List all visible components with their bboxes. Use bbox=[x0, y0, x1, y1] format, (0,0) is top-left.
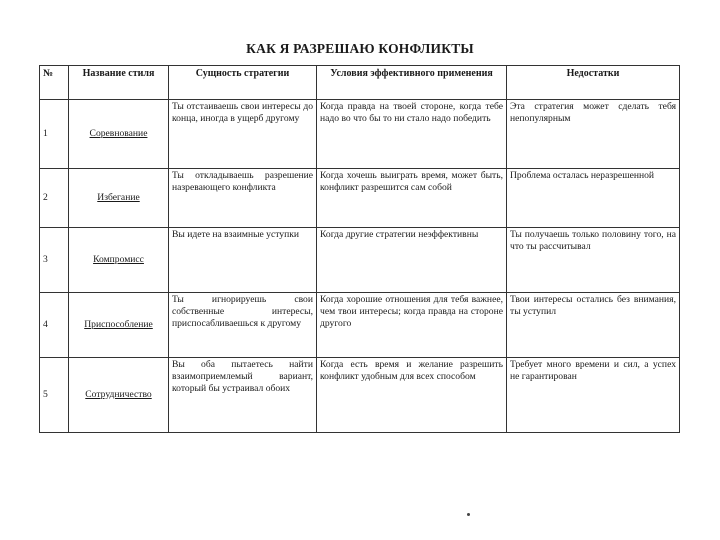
table-row bbox=[40, 293, 680, 358]
strategy-essence: Ты откладываешь разрешение назревающего конфликта bbox=[169, 169, 317, 228]
row-number: 4 bbox=[40, 293, 69, 358]
table-row bbox=[40, 228, 680, 293]
effective-conditions: Когда есть время и желание разрешить конфликт удобным для всех способом bbox=[317, 358, 507, 433]
effective-conditions: Когда правда на твоей стороне, когда тебе надо во что бы то ни стало надо победить bbox=[317, 100, 507, 169]
row-number: 2 bbox=[40, 169, 69, 228]
header-effective-conditions: Условия эффективного применения bbox=[317, 66, 507, 100]
header-style-name: Название стиля bbox=[69, 66, 169, 100]
page-title: КАК Я РАЗРЕШАЮ КОНФЛИКТЫ bbox=[246, 41, 474, 56]
table-row bbox=[40, 358, 680, 433]
effective-conditions: Когда хочешь выиграть время, может быть, конфликт разрешится сам собой bbox=[317, 169, 507, 228]
drawbacks: Проблема осталась неразрешенной bbox=[507, 169, 680, 228]
style-name: Приспособление bbox=[69, 293, 169, 358]
row-number: 3 bbox=[40, 228, 69, 293]
strategy-essence: Ты отстаиваешь свои интересы до конца, иногда в ущерб другому bbox=[169, 100, 317, 169]
scan-speck bbox=[467, 513, 470, 516]
table-header-row bbox=[40, 66, 680, 100]
style-name: Компромисс bbox=[69, 228, 169, 293]
header-drawbacks: Недостатки bbox=[507, 66, 680, 100]
conflict-styles-table bbox=[39, 65, 680, 433]
strategy-essence: Вы идете на взаимные уступки bbox=[169, 228, 317, 293]
row-number: 5 bbox=[40, 358, 69, 433]
strategy-essence: Ты игнорируешь свои собственные интересы, приспосабливаешься к другому bbox=[169, 293, 317, 358]
style-name: Соревнование bbox=[69, 100, 169, 169]
header-strategy-essence: Сущность стратегии bbox=[169, 66, 317, 100]
drawbacks: Твои интересы остались без внимания, ты уступил bbox=[507, 293, 680, 358]
row-number: 1 bbox=[40, 100, 69, 169]
drawbacks: Эта стратегия может сделать тебя непопулярным bbox=[507, 100, 680, 169]
table-row bbox=[40, 100, 680, 169]
drawbacks: Требует много времени и сил, а успех не гарантирован bbox=[507, 358, 680, 433]
header-number: № bbox=[40, 66, 69, 100]
effective-conditions: Когда хорошие отношения для тебя важнее, чем твои интересы; когда правда на стороне другого bbox=[317, 293, 507, 358]
strategy-essence: Вы оба пытаетесь найти взаимоприемлемый вариант, который бы устраивал обоих bbox=[169, 358, 317, 433]
table-row bbox=[40, 169, 680, 228]
style-name: Избегание bbox=[69, 169, 169, 228]
style-name: Сотрудничество bbox=[69, 358, 169, 433]
drawbacks: Ты получаешь только половину того, на что ты рассчитывал bbox=[507, 228, 680, 293]
effective-conditions: Когда другие стратегии неэффективны bbox=[317, 228, 507, 293]
